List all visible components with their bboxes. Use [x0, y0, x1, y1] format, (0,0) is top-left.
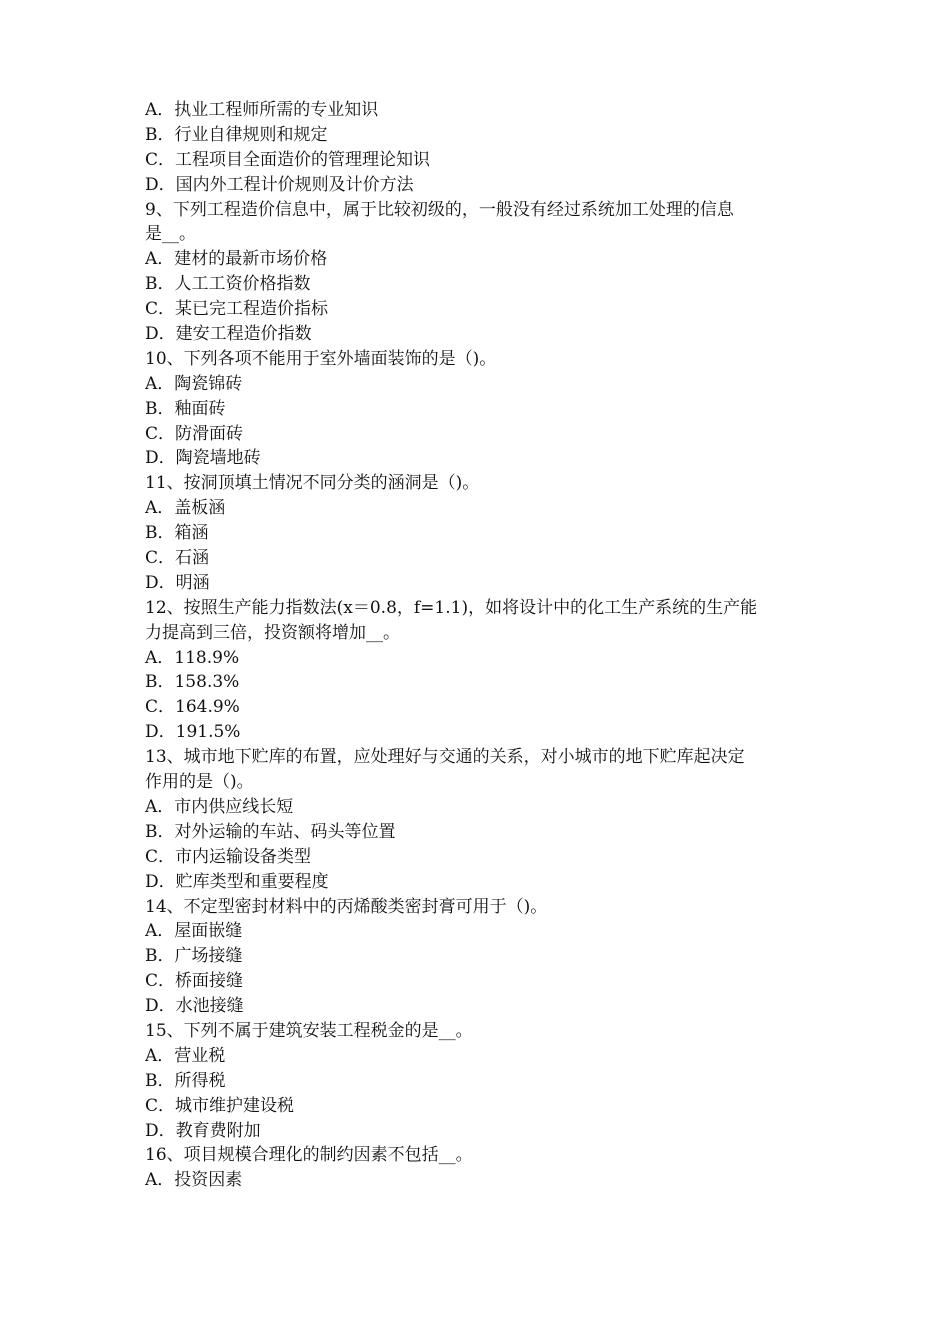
option-line: C．城市维护建设税 — [145, 1095, 295, 1116]
option-line: A．投资因素 — [145, 1170, 243, 1191]
question-line: 12、按照生产能力指数法(x＝0.8，f=1.1)，如将设计中的化工生产系统的生产能 — [145, 597, 758, 618]
question-text-block — [145, 98, 815, 1193]
option-line: D．建安工程造价指数 — [145, 324, 312, 345]
option-line: C．防滑面砖 — [145, 423, 244, 444]
question-line: 13、城市地下贮库的布置，应处理好与交通的关系，对小城市的地下贮库起决定 — [145, 747, 745, 768]
option-line: A．建材的最新市场价格 — [145, 249, 328, 270]
option-line: B．釉面砖 — [145, 398, 226, 419]
question-line: 力提高到三倍，投资额将增加__。 — [145, 622, 400, 643]
option-line: B．行业自律规则和规定 — [145, 124, 328, 145]
option-line: A．盖板涵 — [145, 498, 226, 519]
question-line: 16、项目规模合理化的制约因素不包括__。 — [145, 1145, 473, 1166]
option-line: B．人工工资价格指数 — [145, 274, 311, 295]
option-line: C．某已完工程造价指标 — [145, 299, 329, 320]
option-line: C．石涵 — [145, 548, 210, 569]
option-line: D．明涵 — [145, 572, 210, 593]
option-line: C．桥面接缝 — [145, 971, 244, 992]
option-line: A．118.9% — [145, 647, 240, 668]
question-line: 10、下列各项不能用于室外墙面装饰的是（)。 — [145, 348, 497, 369]
option-line: C．工程项目全面造价的管理理论知识 — [145, 149, 431, 170]
option-line: D．贮库类型和重要程度 — [145, 871, 329, 892]
option-line: A．陶瓷锦砖 — [145, 373, 243, 394]
option-line: C．市内运输设备类型 — [145, 846, 312, 867]
option-line: A．营业税 — [145, 1045, 226, 1066]
question-line: 9、下列工程造价信息中，属于比较初级的，一般没有经过系统加工处理的信息 — [145, 199, 734, 220]
option-line: A．执业工程师所需的专业知识 — [145, 100, 379, 120]
question-line: 15、下列不属于建筑安装工程税金的是__。 — [145, 1020, 473, 1041]
option-line: D．水池接缝 — [145, 996, 244, 1017]
option-line: C．164.9% — [145, 697, 240, 718]
option-line: B．箱涵 — [145, 523, 209, 544]
option-line: B．广场接缝 — [145, 946, 243, 967]
option-line: D．国内外工程计价规则及计价方法 — [145, 174, 414, 195]
option-line: B．158.3% — [145, 672, 240, 693]
option-line: A．市内供应线长短 — [145, 796, 294, 817]
question-line: 14、不定型密封材料中的丙烯酸类密封膏可用于（)。 — [145, 896, 548, 917]
option-line: B．对外运输的车站、码头等位置 — [145, 821, 396, 842]
option-line: D．教育费附加 — [145, 1120, 261, 1141]
option-line: B．所得税 — [145, 1070, 226, 1091]
question-line: 是__。 — [145, 224, 196, 245]
option-line: D．191.5% — [145, 722, 241, 743]
option-line: D．陶瓷墙地砖 — [145, 448, 261, 469]
question-line: 11、按洞顶填土情况不同分类的涵洞是（)。 — [145, 473, 480, 494]
option-line: A．屋面嵌缝 — [145, 921, 243, 942]
question-line: 作用的是（)。 — [145, 772, 254, 793]
